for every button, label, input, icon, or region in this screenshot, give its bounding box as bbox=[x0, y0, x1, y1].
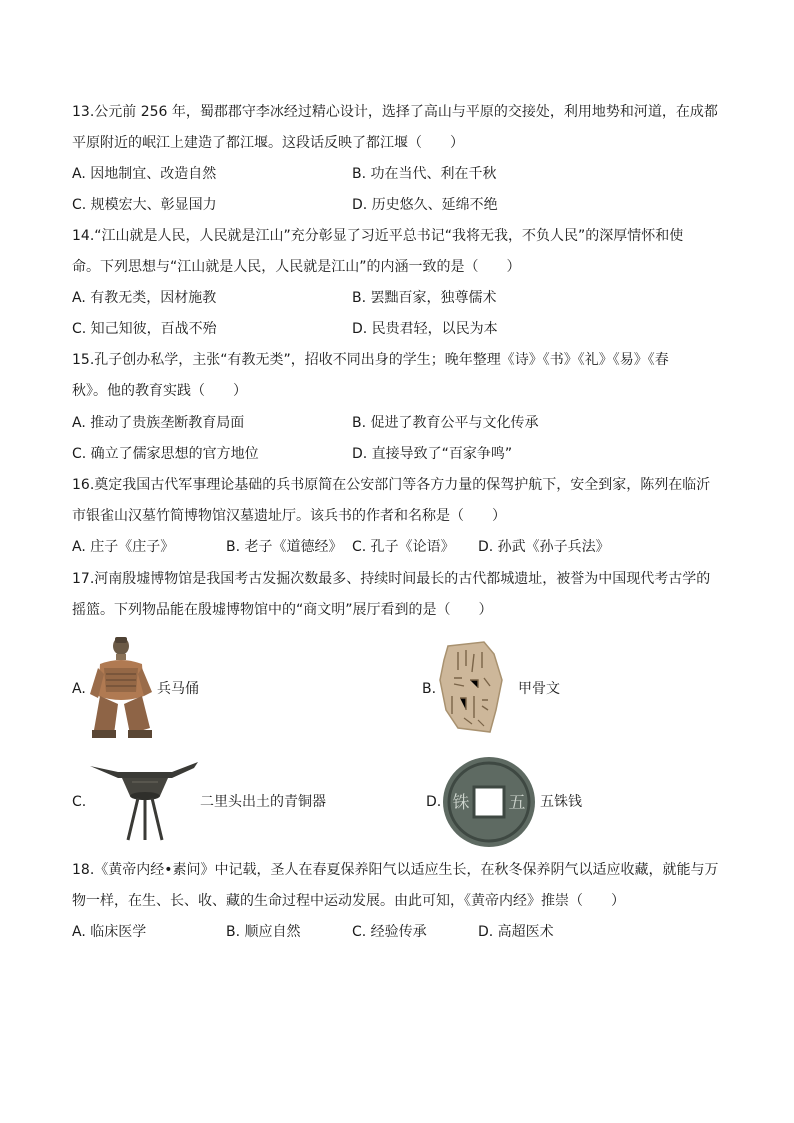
option-letter: A. bbox=[72, 681, 86, 697]
question-14-option-b[interactable]: B. 罢黜百家，独尊儒术 bbox=[352, 290, 497, 306]
question-15-option-c[interactable]: C. 确立了儒家思想的官方地位 bbox=[72, 446, 259, 462]
question-15-stem-line-2: 秋》。他的教育实践（ ） bbox=[72, 383, 247, 399]
question-18-option-c[interactable]: C. 经验传承 bbox=[352, 924, 427, 940]
question-18-stem-line-1: 18.《黄帝内经•素问》中记载，圣人在春夏保养阳气以适应生长，在秋冬保养阴气以适应收藏，就能与万 bbox=[72, 862, 719, 878]
option-letter: C. bbox=[72, 794, 87, 810]
option-letter: B. bbox=[422, 681, 437, 697]
question-18-option-a[interactable]: A. 临床医学 bbox=[72, 924, 147, 940]
coin-glyph-left: 铢 bbox=[452, 793, 470, 813]
option-caption: 五铢钱 bbox=[540, 794, 582, 810]
question-13-option-b[interactable]: B. 功在当代、利在千秋 bbox=[352, 166, 497, 182]
question-14-option-c[interactable]: C. 知己知彼，百战不殆 bbox=[72, 321, 217, 337]
coin-glyph-right: 五 bbox=[508, 793, 526, 813]
question-13-option-a[interactable]: A. 因地制宜、改造自然 bbox=[72, 166, 217, 182]
question-16-option-a[interactable]: A. 庄子《庄子》 bbox=[72, 539, 175, 555]
question-17-stem-line-2: 摇篮。下列物品能在殷墟博物馆中的“商文明”展厅看到的是（ ） bbox=[72, 602, 493, 618]
question-18-stem-line-2: 物一样，在生、长、收、藏的生命过程中运动发展。由此可知，《黄帝内经》推崇（ ） bbox=[72, 893, 625, 909]
question-13-stem-line-1: 13.公元前 256 年，蜀郡郡守李冰经过精心设计，选择了高山与平原的交接处，利用地势和河道，在成都 bbox=[72, 104, 718, 120]
oracle-bone-icon bbox=[436, 640, 506, 735]
terracotta-warrior-icon bbox=[86, 634, 156, 742]
question-18-option-d[interactable]: D. 高超医术 bbox=[478, 924, 554, 940]
question-14-stem-line-1: 14.“江山就是人民，人民就是江山”充分彰显了习近平总书记“我将无我，不负人民”的深厚情怀和使 bbox=[72, 228, 684, 244]
option-caption: 二里头出土的青铜器 bbox=[200, 794, 326, 810]
question-14-stem-line-2: 命。下列思想与“江山就是人民，人民就是江山”的内涵一致的是（ ） bbox=[72, 259, 521, 275]
question-18-option-b[interactable]: B. 顺应自然 bbox=[226, 924, 301, 940]
question-14-option-a[interactable]: A. 有教无类，因材施教 bbox=[72, 290, 217, 306]
question-17-stem-line-1: 17.河南殷墟博物馆是我国考古发掘次数最多、持续时间最长的古代都城遗址，被誉为中国现代考古学的 bbox=[72, 571, 711, 587]
question-14-option-d[interactable]: D. 民贵君轻，以民为本 bbox=[352, 321, 498, 337]
option-caption: 甲骨文 bbox=[518, 681, 560, 697]
option-caption: 兵马俑 bbox=[157, 681, 199, 697]
question-13-option-c[interactable]: C. 规模宏大、彰显国力 bbox=[72, 197, 217, 213]
question-15-option-b[interactable]: B. 促进了教育公平与文化传承 bbox=[352, 415, 539, 431]
question-15-stem-line-1: 15.孔子创办私学，主张“有教无类”，招收不同出身的学生；晚年整理《诗》《书》《礼》《易》《春 bbox=[72, 352, 669, 368]
question-16-option-c[interactable]: C. 孔子《论语》 bbox=[352, 539, 455, 555]
question-16-option-d[interactable]: D. 孙武《孙子兵法》 bbox=[478, 539, 610, 555]
wuzhu-coin-icon bbox=[440, 754, 538, 850]
question-16-option-b[interactable]: B. 老子《道德经》 bbox=[226, 539, 343, 555]
question-13-option-d[interactable]: D. 历史悠久、延绵不绝 bbox=[352, 197, 498, 213]
question-13-stem-line-2: 平原附近的岷江上建造了都江堰。这段话反映了都江堰（ ） bbox=[72, 135, 464, 151]
question-16-stem-line-2: 市银雀山汉墓竹简博物馆汉墓遗址厅。该兵书的作者和名称是（ ） bbox=[72, 508, 506, 524]
question-16-stem-line-1: 16.奠定我国古代军事理论基础的兵书原简在公安部门等各方力量的保驾护航下，安全到家，陈列在临沂 bbox=[72, 477, 711, 493]
question-15-option-a[interactable]: A. 推动了贵族垄断教育局面 bbox=[72, 415, 245, 431]
question-15-option-d[interactable]: D. 直接导致了“百家争鸣” bbox=[352, 446, 513, 462]
bronze-jue-icon bbox=[88, 756, 200, 842]
option-letter: D. bbox=[426, 794, 442, 810]
